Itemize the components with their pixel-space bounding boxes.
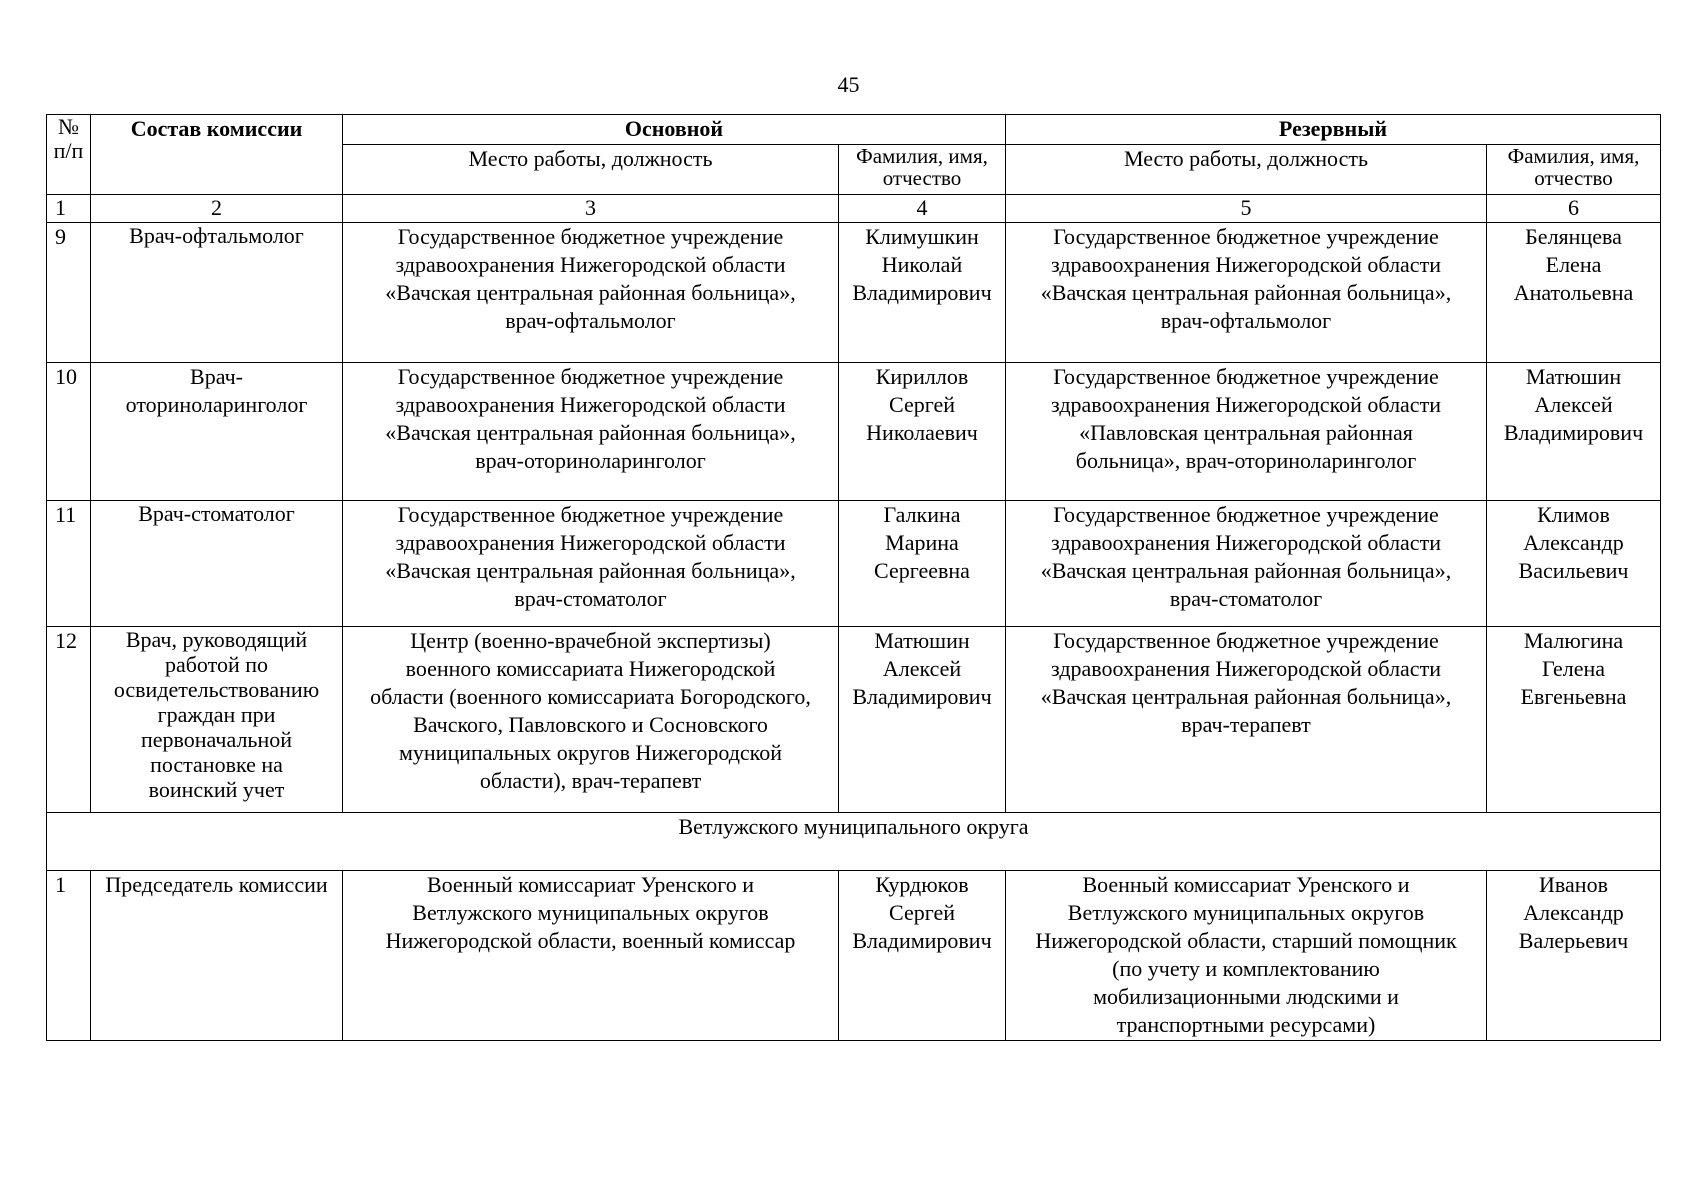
row-role: Врач, руководящий работой по освидетельствованию граждан при первоначальной постановке на воинский учет [91, 627, 343, 813]
row-main-fio: Матюшин Алексей Владимирович [839, 627, 1006, 813]
header-reserve-workplace: Место работы, должность [1006, 145, 1487, 195]
row-reserve-fio: Малюгина Гелена Евгеньевна [1487, 627, 1661, 813]
row-reserve-fio: Матюшин Алексей Владимирович [1487, 363, 1661, 501]
column-number: 2 [91, 195, 343, 223]
row-role: Врач-стоматолог [91, 501, 343, 627]
row-main-workplace: Военный комиссариат Уренского и Ветлужского муниципальных округов Нижегородской области, военный комиссар [343, 871, 839, 1041]
row-number: 11 [47, 501, 91, 627]
column-number: 4 [839, 195, 1006, 223]
row-main-workplace: Государственное бюджетное учреждение здравоохранения Нижегородской области «Вачская центральная районная больница», врач-оториноларинголог [343, 363, 839, 501]
row-reserve-fio: Климов Александр Васильевич [1487, 501, 1661, 627]
header-composition: Состав комиссии [91, 115, 343, 195]
section-title: Ветлужского муниципального округа [47, 813, 1661, 871]
header-reserve: Резервный [1006, 115, 1661, 145]
header-main-fio: Фамилия, имя, отчество [839, 145, 1006, 195]
row-reserve-workplace: Государственное бюджетное учреждение здравоохранения Нижегородской области «Павловская центральная районная больница», врач-оториноларинголог [1006, 363, 1487, 501]
column-number: 5 [1006, 195, 1487, 223]
row-main-fio: Климушкин Николай Владимирович [839, 223, 1006, 363]
row-reserve-fio: Белянцева Елена Анатольевна [1487, 223, 1661, 363]
row-main-fio: Курдюков Сергей Владимирович [839, 871, 1006, 1041]
table-row [47, 627, 1661, 813]
header-reserve-fio: Фамилия, имя, отчество [1487, 145, 1661, 195]
row-reserve-workplace: Военный комиссариат Уренского и Ветлужского муниципальных округов Нижегородской области, старший помощник (по учету и комплектованию мобилизационными людскими и транспортными ресурсами) [1006, 871, 1487, 1041]
row-main-workplace: Государственное бюджетное учреждение здравоохранения Нижегородской области «Вачская центральная районная больница», врач-офтальмолог [343, 223, 839, 363]
header-main-workplace: Место работы, должность [343, 145, 839, 195]
page-number: 45 [837, 72, 860, 97]
commission-table [46, 114, 1661, 1041]
row-main-workplace: Центр (военно-врачебной экспертизы) военного комиссариата Нижегородской области (военного комиссариата Богородского, Вачского, Павловского и Сосновского муниципальных округов Нижегородской области), врач-терапевт [343, 627, 839, 813]
header-num: № п/п [47, 115, 91, 195]
column-number-row [47, 195, 1661, 223]
row-reserve-workplace: Государственное бюджетное учреждение здравоохранения Нижегородской области «Вачская центральная районная больница», врач-стоматолог [1006, 501, 1487, 627]
row-reserve-fio: Иванов Александр Валерьевич [1487, 871, 1661, 1041]
section-row [47, 813, 1661, 871]
column-number: 3 [343, 195, 839, 223]
column-number: 6 [1487, 195, 1661, 223]
header-main: Основной [343, 115, 1006, 145]
row-main-workplace: Государственное бюджетное учреждение здравоохранения Нижегородской области «Вачская центральная районная больница», врач-стоматолог [343, 501, 839, 627]
table-row [47, 871, 1661, 1041]
row-number: 9 [47, 223, 91, 363]
table-row [47, 223, 1661, 363]
header-row-top [47, 115, 1661, 145]
row-number: 10 [47, 363, 91, 501]
row-role: Врач- оториноларинголог [91, 363, 343, 501]
row-number: 1 [47, 871, 91, 1041]
row-role: Председатель комиссии [91, 871, 343, 1041]
row-number: 12 [47, 627, 91, 813]
table-row [47, 501, 1661, 627]
row-role: Врач-офтальмолог [91, 223, 343, 363]
row-reserve-workplace: Государственное бюджетное учреждение здравоохранения Нижегородской области «Вачская центральная районная больница», врач-офтальмолог [1006, 223, 1487, 363]
row-reserve-workplace: Государственное бюджетное учреждение здравоохранения Нижегородской области «Вачская центральная районная больница», врач-терапевт [1006, 627, 1487, 813]
row-main-fio: Кириллов Сергей Николаевич [839, 363, 1006, 501]
column-number: 1 [47, 195, 91, 223]
row-main-fio: Галкина Марина Сергеевна [839, 501, 1006, 627]
table-row [47, 363, 1661, 501]
